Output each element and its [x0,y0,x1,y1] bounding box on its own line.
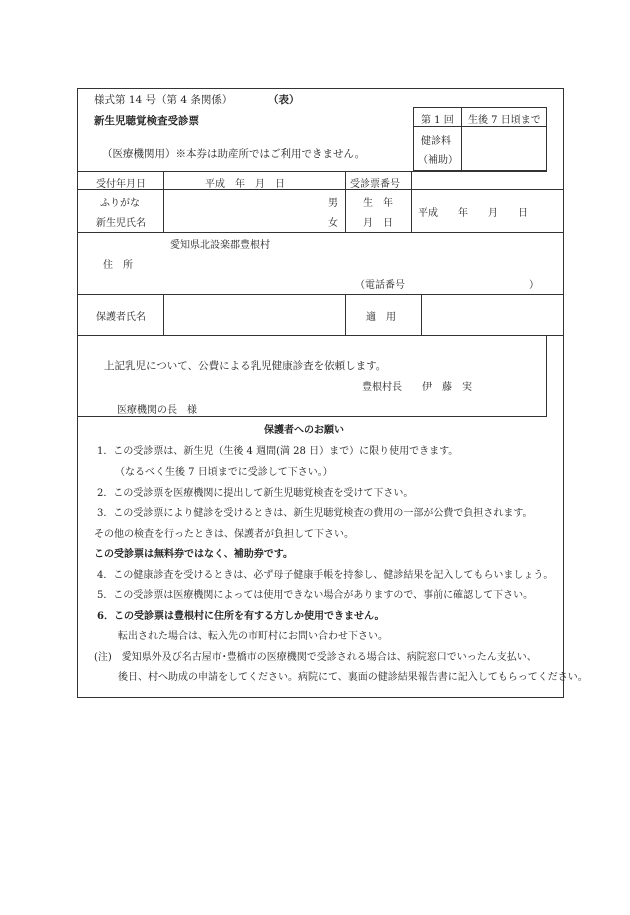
furigana-label: ふりがな [100,198,140,209]
note-item: 1．この受診票は、新生児（生後 4 週間(満 28 日）まで）に限り使用できます。 [97,446,459,457]
address-value: 愛知県北設楽郡豊根村 [170,240,270,251]
phone-label: （電話番号 [355,280,405,291]
note-item: 6．この受診票は豊根村に住所を有する方しか使用できません。 [97,611,385,622]
addressee: 医療機関の長 様 [117,405,197,416]
fee-subsidy-label: （補助） [418,155,458,166]
phone-close: ） [529,280,539,291]
notes-heading: 保護者へのお願い [264,425,344,436]
usage-notice: （医療機関用）※本券は助産所ではご利用できません。 [102,148,366,160]
note-item: 3．この受診票により健診を受けるときは、新生児聴覚検査の費用の一部が公費で負担されます。 [97,508,533,519]
note-item: 2．この受診票を医療機関に提出して新生児聴覚検査を受けて下さい。 [97,488,414,499]
note-item: その他の検査を行ったときは、保護者が負担して下さい。 [94,529,354,540]
received-date-value: 平成 年 月 日 [205,179,285,190]
fee-label: 健診料 [421,136,451,147]
timing-label: 生後 7 日頃まで [468,115,541,126]
newborn-name-label: 新生児氏名 [96,218,146,229]
note-item: 5．この受診票は医療機関によっては使用できない場合がありますので、事前に確認して下さい。 [97,590,534,601]
note-item: （なるべく生後 7 日頃までに受診して下さい。） [115,467,333,478]
note-item: 4．この健康診査を受けるときは、必ず母子健康手帳を持参し、健診結果を記入してもらいましょう。 [97,570,554,581]
address-label: 住 所 [103,260,133,271]
birth-date-value: 平成 年 月 日 [418,208,528,219]
female-label: 女 [328,218,338,229]
note-item: 転出された場合は、転入先の市町村にお問い合わせ下さい。 [118,631,388,642]
form-number: 様式第 14 号（第 4 条関係） [94,94,233,106]
guardian-name-label: 保護者氏名 [96,312,146,323]
page-title: 新生児聴覚検査受診票 [94,115,199,127]
round-label: 第 1 回 [421,115,454,126]
male-label: 男 [328,198,338,209]
birth-label-top: 生 年 [363,198,393,209]
note-item: 後日、村へ助成の申請をしてください。病院にて、裏面の健診結果報告書に記入してもらってください。 [118,672,588,683]
birth-label-bottom: 月 日 [363,218,393,229]
ticket-number-label: 受診票番号 [350,179,400,190]
request-text: 上記乳児について、公費による乳児健康診査を依頼します。 [104,360,387,372]
signer: 豊根村長 伊 藤 実 [362,382,472,393]
received-date-label: 受付年月日 [96,179,146,190]
remarks-label: 適 用 [366,312,396,323]
note-item: (注) 愛知県外及び名古屋市･豊橋市の医療機関で受診される場合は、病院窓口でいったん支払い、 [94,652,537,663]
side-label: （表） [268,94,300,106]
note-item: この受診票は無料券ではなく、補助券です。 [94,549,293,560]
